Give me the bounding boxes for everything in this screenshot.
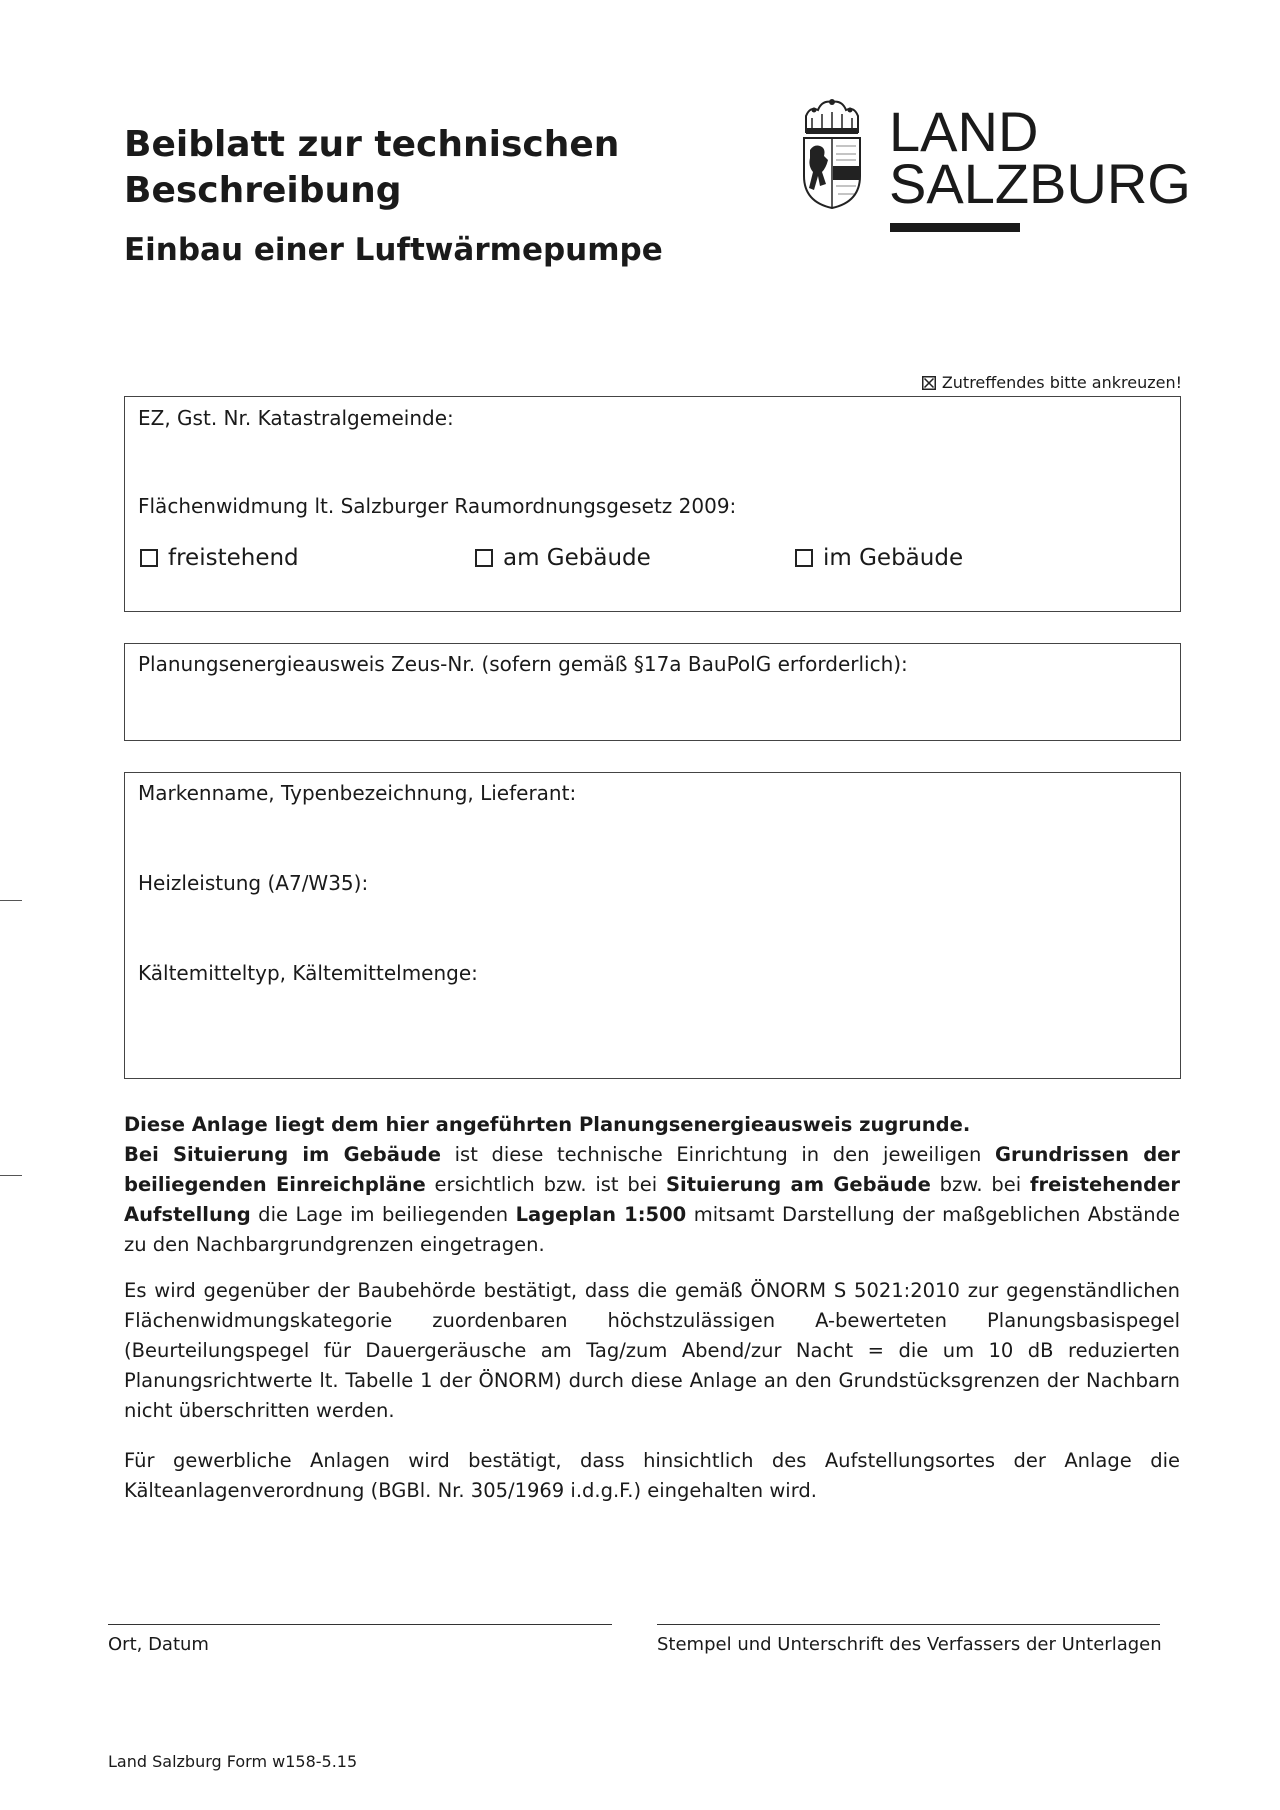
signature-line-stempel[interactable] — [657, 1624, 1160, 1625]
p1-part-8: die Lage im beiliegenden — [250, 1203, 516, 1226]
option-im-gebaeude[interactable] — [795, 545, 963, 571]
p1-part-10: mitsamt Darstellung der maßgeblichen Abstände zu den Nachbargrundgrenzen eingetragen. — [124, 1203, 1181, 1256]
p1-part-1: Situierung im Gebäude — [172, 1143, 441, 1166]
option-freistehend-label: freistehend — [168, 545, 299, 571]
fold-mark-bottom — [0, 1175, 22, 1176]
heat-pump-specs-box — [124, 772, 1181, 1079]
page-title — [124, 122, 619, 214]
checkbox-im-gebaeude[interactable] — [795, 549, 813, 567]
signature-line-ort-datum[interactable] — [108, 1624, 612, 1625]
p1-part-9: Lageplan 1:500 — [515, 1203, 687, 1226]
kaeltemittel-label: Kältemitteltyp, Kältemittelmenge: — [138, 961, 478, 985]
p1-part-6: bzw. bei — [930, 1173, 1031, 1196]
p1-bold-intro: Diese Anlage liegt dem hier angeführten Planungsenergieausweis zugrunde. — [124, 1113, 971, 1136]
flaechenwidmung-label: Flächenwidmung lt. Salzburger Raumordnungsgesetz 2009: — [138, 494, 737, 518]
title-line-1: Beiblatt zur technischen — [124, 124, 620, 165]
checked-box-icon — [922, 376, 936, 390]
paragraph-oenorm-confirmation: Es wird gegenüber der Baubehörde bestätigt, dass die gemäß ÖNORM S 5021:2010 zur gegenständlichen Flächenwidmungskategorie zuordenbaren höchstzulässigen A-bewerteten Planungsbasispegel (Beurteilungspegel für Dauergeräusche am Tag/zum Abend/zur Nacht = die um 10 dB reduzierten Planungsrichtwerte lt. Tabelle 1 der ÖNORM) durch diese Anlage an den Grundstücksgrenzen der Nachbarn nicht überschritten werden. — [124, 1279, 1180, 1422]
option-am-gebaeude-label: am Gebäude — [503, 545, 651, 571]
page-subtitle: Einbau einer Luftwärmepumpe — [124, 232, 663, 268]
form-number-footer: Land Salzburg Form w158-5.15 — [108, 1752, 358, 1771]
option-im-gebaeude-label: im Gebäude — [823, 545, 964, 571]
zeus-nr-field[interactable] — [138, 684, 1158, 728]
markenname-field[interactable] — [138, 811, 1158, 859]
p1-part-3: Grundrissen der beiliegenden Einreichpläne — [124, 1143, 1181, 1196]
p1-part-7: freistehender Aufstellung — [124, 1173, 1180, 1226]
p1-part-5: Situierung am Gebäude — [665, 1173, 931, 1196]
property-info-box — [124, 396, 1181, 612]
checkbox-freistehend[interactable] — [140, 549, 158, 567]
fold-mark-top — [0, 900, 22, 901]
logo-underline-bar — [890, 223, 1020, 232]
checkbox-am-gebaeude[interactable] — [475, 549, 493, 567]
energy-certificate-box — [124, 643, 1181, 741]
hint-text: Zutreffendes bitte ankreuzen! — [941, 373, 1182, 392]
stempel-unterschrift-label: Stempel und Unterschrift des Verfassers der Unterlagen — [657, 1634, 1162, 1655]
p1-part-4: ersichtlich bzw. ist bei — [425, 1173, 666, 1196]
zeus-nr-label: Planungsenergieausweis Zeus-Nr. (sofern gemäß §17a BauPolG erforderlich): — [138, 652, 908, 676]
ez-gst-field[interactable] — [138, 437, 1158, 473]
checkbox-hint — [922, 373, 1182, 392]
logo-text-land: LAND — [889, 100, 1039, 163]
ez-gst-label: EZ, Gst. Nr. Katastralgemeinde: — [138, 406, 454, 430]
markenname-label: Markenname, Typenbezeichnung, Lieferant: — [138, 781, 577, 805]
title-line-2: Beschreibung — [124, 170, 402, 211]
option-freistehend[interactable] — [140, 545, 299, 571]
p1-part-0: Bei — [124, 1143, 173, 1166]
kaeltemittel-field[interactable] — [138, 991, 1158, 1061]
paragraph-planungsenergieausweis — [124, 1110, 1180, 1260]
land-salzburg-logo — [800, 98, 1191, 236]
logo-text-salzburg: SALZBURG — [889, 152, 1191, 215]
option-am-gebaeude[interactable] — [475, 545, 651, 571]
heizleistung-label: Heizleistung (A7/W35): — [138, 871, 369, 895]
flaechenwidmung-field[interactable] — [745, 494, 1155, 520]
heizleistung-field[interactable] — [138, 901, 1158, 949]
paragraph-kaelteanlagenverordnung: Für gewerbliche Anlagen wird bestätigt, dass hinsichtlich des Aufstellungsortes der Anlage die Kälteanlagenverordnung (BGBl. Nr. 305/1969 i.d.g.F.) eingehalten wird. — [124, 1449, 1180, 1502]
salzburg-coat-of-arms-icon — [800, 98, 864, 210]
ort-datum-label: Ort, Datum — [108, 1634, 209, 1655]
p1-part-2: ist diese technische Einrichtung in den jeweiligen — [441, 1143, 996, 1166]
